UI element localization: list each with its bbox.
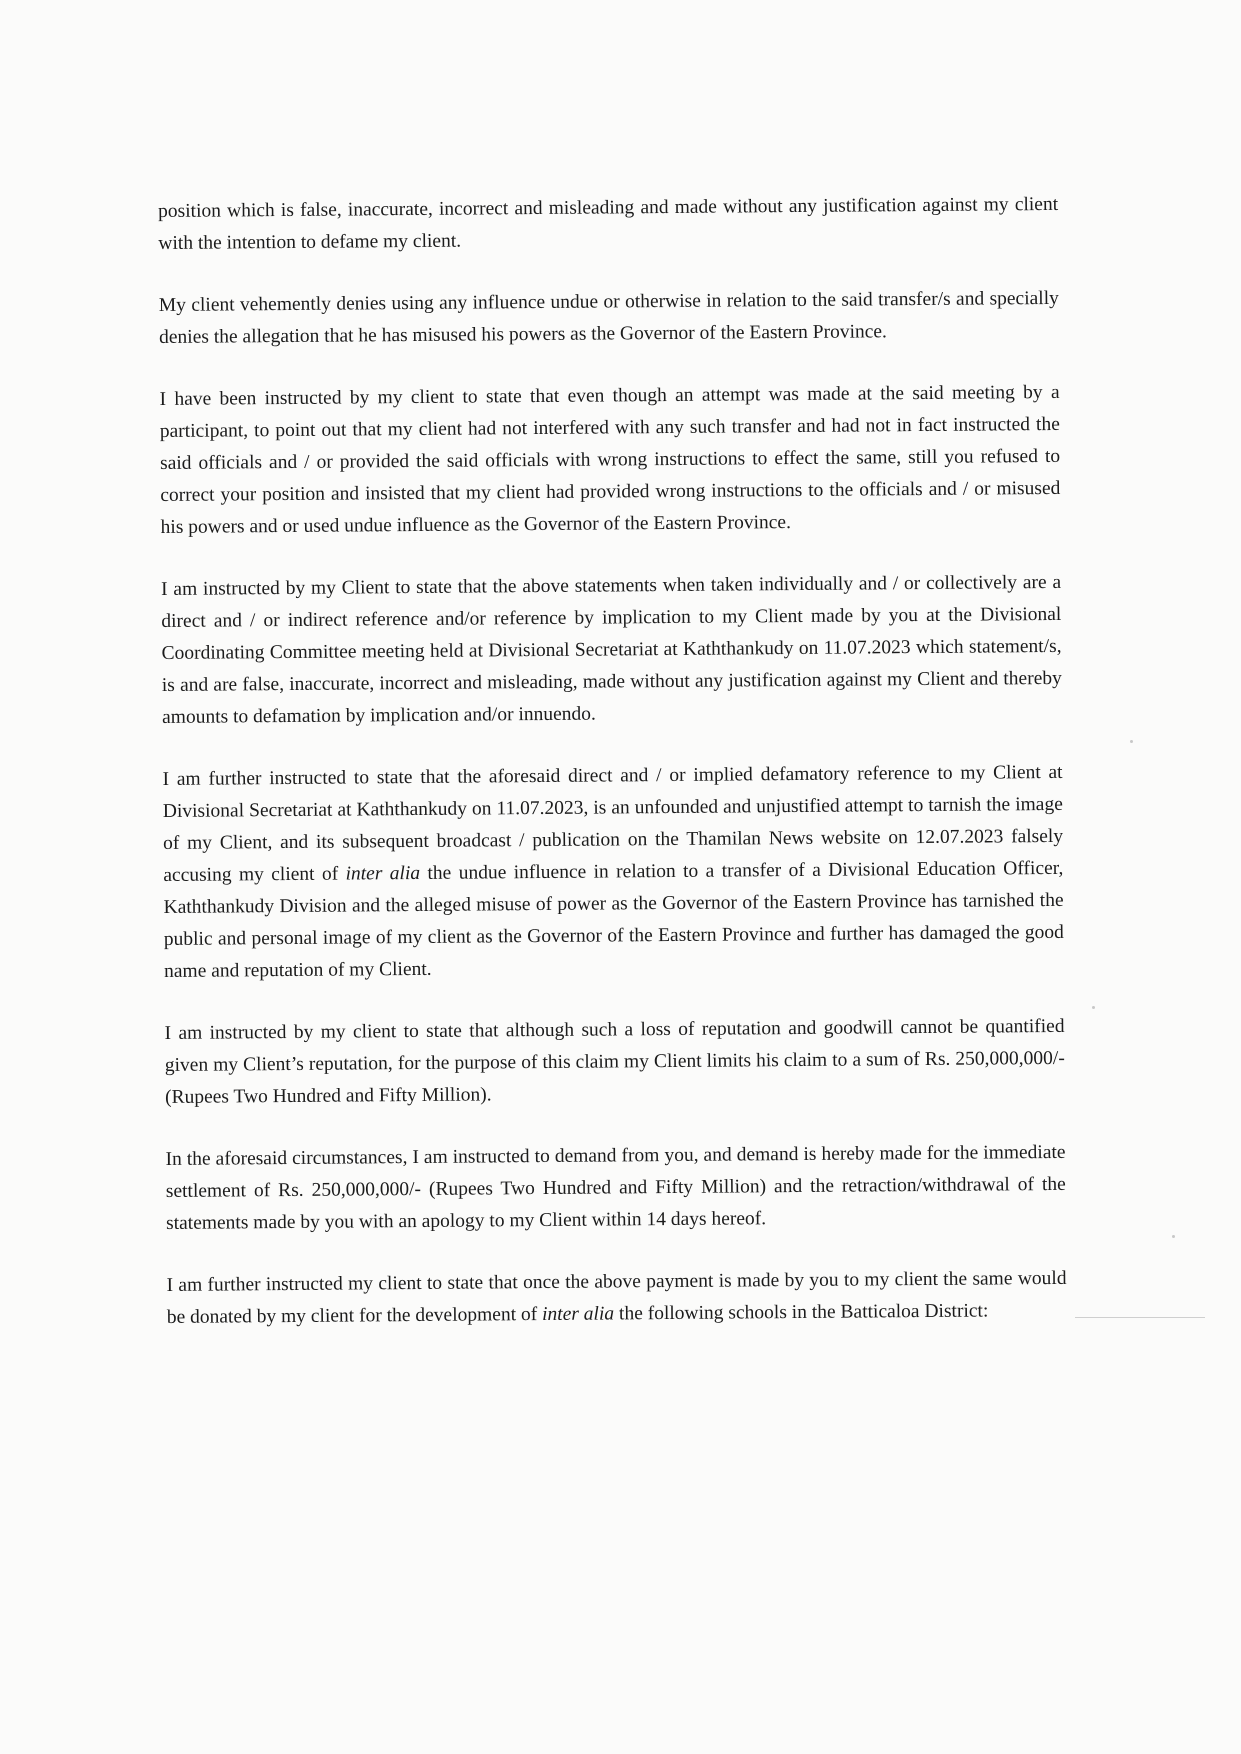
paragraph-text: I have been instructed by my client to state that even though an attempt was made at the said meeting by a participant, to point out that my client had not interfered with any such transfer and had not in fact instructed the said officials and / or provided the said officials with wrong instructions to effect the same, still you refused to correct your position and insisted that my client had provided wrong instructions to the officials and / or misused his powers and or used undue influence as the Governor of the Eastern Province.	[159, 381, 1061, 538]
paragraph-text: position which is false, inaccurate, incorrect and misleading and made without any justification against my client with the intention to defame my client.	[158, 193, 1059, 254]
paragraph-text: I am instructed by my Client to state that the above statements when taken individually and / or collectively are a direct and / or indirect reference and/or reference by implication to my Client made by you at the Divisional Coordinating Committee meeting held at Divisional Secretariat at Kaththankudy on 11.07.2023 which statement/s, is and are false, inaccurate, incorrect and misleading, made without any justification against my Client and thereby amounts to defamation by implication and/or innuendo.	[161, 571, 1062, 728]
latin-phrase: inter alia	[541, 1303, 615, 1326]
paragraph-text: In the aforesaid circumstances, I am instructed to demand from you, and demand is hereby made for the immediate settlement of Rs. 250,000,000/- (Rupees Two Hundred and Fifty Million) and the retraction/withdrawal of the statements made by you with an apology to my Client within 14 days hereof.	[165, 1141, 1066, 1234]
paragraph-claim-amount	[164, 1011, 1065, 1114]
paragraph-text: I am further instructed to state that the aforesaid direct and / or implied defamatory reference to my Client at Divisional Secretariat at Kaththankudy on 11.07.2023, is an unfounded and unjustified attempt to tarnish the image of my Client, and its subsequent broadcast / publication on the Thamilan News website on 12.07.2023 falsely accusing my client of	[162, 761, 1064, 886]
paragraph-statements-reference	[161, 567, 1062, 734]
paragraph-text: I am instructed by my client to state that although such a loss of reputation and goodwill cannot be quantified given my Client’s reputation, for the purpose of this claim my Client limits his claim to a sum of Rs. 250,000,000/- (Rupees Two Hundred and Fifty Million).	[164, 1015, 1065, 1108]
scan-speck	[1130, 740, 1133, 743]
paragraph-text: My client vehemently denies using any influence undue or otherwise in relation to the said transfer/s and specially denies the allegation that he has misused his powers as the Governor of the Eastern Province.	[158, 287, 1059, 348]
paragraph-tarnish-image	[162, 757, 1064, 988]
scan-speck	[1092, 1006, 1095, 1009]
paragraph-demand	[165, 1137, 1066, 1240]
latin-phrase: inter alia	[345, 862, 421, 885]
paragraph-text: the following schools in the Batticaloa District:	[614, 1300, 989, 1325]
scan-speck	[1172, 1235, 1175, 1238]
paragraph-denial	[159, 283, 1059, 354]
paragraph-meeting-attempt	[159, 377, 1060, 544]
scan-artifact-line	[1075, 1317, 1205, 1318]
letter-body	[158, 189, 1067, 1334]
paragraph-donation	[166, 1263, 1066, 1334]
paragraph-text: I am further instructed my client to state that once the above payment is made by you to my client the same would be donated by my client for the development of	[166, 1267, 1067, 1328]
paragraph-text: the undue influence in relation to a transfer of a Divisional Education Officer, Kaththankudy Division and the alleged misuse of power as the Governor of the Eastern Province has tarnished the public and personal image of my client as the Governor of the Eastern Province and further has damaged the good name and reputation of my Client.	[163, 857, 1064, 982]
paragraph-defamation-position	[158, 189, 1058, 260]
